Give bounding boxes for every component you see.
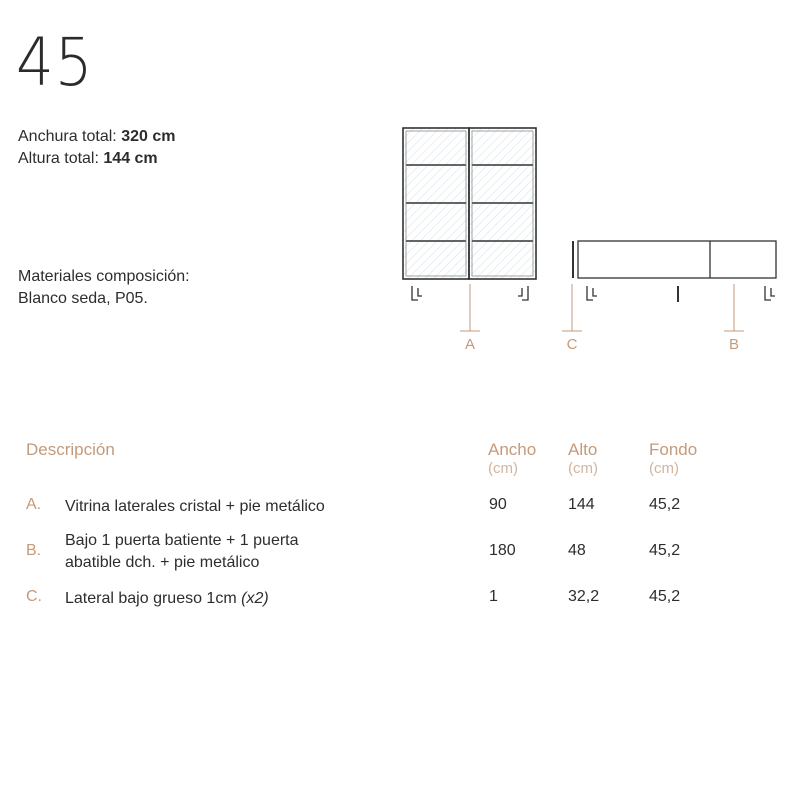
header-width-label: Ancho: [488, 440, 537, 459]
header-width-unit: (cm): [488, 460, 518, 477]
header-height: [568, 440, 598, 478]
label-a: A: [464, 336, 476, 353]
header-width: [488, 440, 536, 478]
row-depth: 45,2: [649, 496, 681, 513]
composition-number: 45: [16, 24, 94, 101]
header-depth: [649, 440, 697, 478]
header-description: Descripción: [26, 440, 115, 459]
label-c-marker: [562, 284, 582, 353]
header-depth-unit: (cm): [649, 460, 679, 477]
row-depth: 45,2: [649, 542, 681, 559]
row-description-line2: abatible dch. + pie metálico: [65, 554, 260, 571]
total-width-line: [18, 126, 175, 147]
vitrina-a-drawing: [403, 128, 536, 300]
row-description-quantity: (x2): [241, 590, 269, 607]
row-height: 144: [568, 496, 595, 513]
row-description-line1: Bajo 1 puerta batiente + 1 puerta: [65, 532, 299, 549]
row-letter: B.: [26, 542, 42, 559]
row-description-text: Lateral bajo grueso 1cm: [65, 590, 242, 607]
lateral-c-drawing: [573, 241, 597, 300]
label-c: C: [566, 336, 578, 353]
row-width: 180: [489, 542, 516, 559]
total-height-value: 144 cm: [103, 150, 158, 167]
row-height: 32,2: [568, 588, 600, 605]
row-depth: 45,2: [649, 588, 681, 605]
row-letter: C.: [26, 588, 42, 605]
label-b-marker: [724, 284, 744, 353]
row-width: 1: [489, 588, 498, 605]
bajo-b-drawing: [578, 241, 776, 302]
header-height-unit: (cm): [568, 460, 598, 477]
furniture-drawing: [390, 118, 790, 368]
label-b: B: [728, 336, 740, 353]
row-height: 48: [568, 542, 586, 559]
header-depth-label: Fondo: [649, 440, 698, 459]
label-a-marker: [460, 284, 480, 353]
materials-value: [18, 288, 148, 309]
row-description: Vitrina laterales cristal + pie metálico: [65, 498, 325, 515]
row-width: 90: [489, 496, 507, 513]
total-height-label: Altura total:: [18, 150, 99, 167]
total-height-line: [18, 148, 158, 169]
header-height-label: Alto: [568, 440, 598, 459]
total-width-label: Anchura total:: [18, 128, 117, 145]
row-description: [65, 588, 395, 610]
row-letter: A.: [26, 496, 42, 513]
total-width-value: 320 cm: [121, 128, 176, 145]
materials-label: Materiales composición:: [18, 268, 190, 285]
materials-value-text: Blanco seda, P05.: [18, 290, 148, 307]
row-description: [65, 530, 395, 574]
